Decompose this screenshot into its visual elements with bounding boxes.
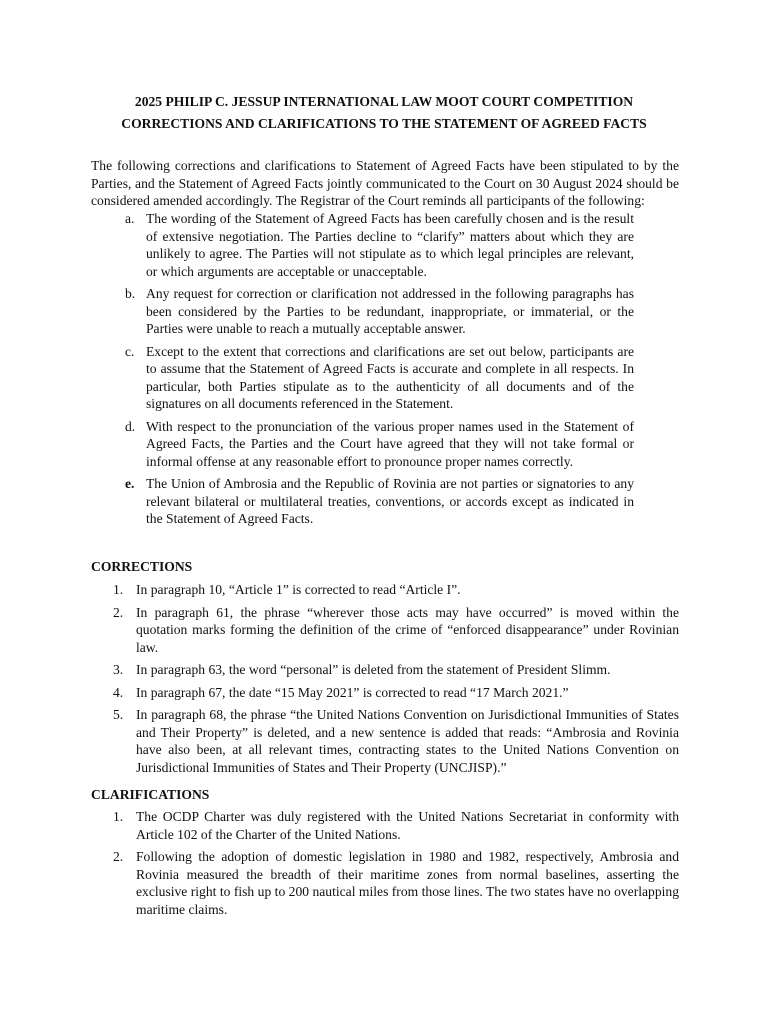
list-marker: 1.	[113, 809, 124, 824]
list-marker: 2.	[113, 849, 124, 864]
list-item	[91, 848, 679, 918]
list-item	[91, 604, 679, 657]
list-item-text: The OCDP Charter was duly registered with the United Nations Secretariat in conformity with Article 102 of the Charter of the United Nations.	[136, 809, 679, 842]
list-marker: b.	[125, 286, 136, 301]
list-marker: a.	[125, 211, 135, 226]
list-item-text: In paragraph 67, the date “15 May 2021” is corrected to read “17 March 2021.”	[136, 684, 569, 700]
corrections-list	[91, 581, 679, 781]
list-item	[91, 475, 634, 528]
list-item	[91, 808, 679, 843]
list-item-text: Except to the extent that corrections and clarifications are set out below, participants are to assume that the Statement of Agreed Facts is accurate and complete in all respects. In particular, both Parties stipulate as to the authenticity of all documents and of the signatures on all documents referenced in the Statement.	[146, 343, 634, 411]
list-item-text: In paragraph 61, the phrase “wherever those acts may have occurred” is moved within the quotation marks forming the definition of the crime of “enforced disappearance” under Rovinian law.	[136, 604, 679, 655]
clarifications-heading: CLARIFICATIONS	[91, 787, 210, 802]
list-item	[91, 343, 634, 413]
list-marker: e.	[125, 476, 135, 491]
list-item-text: Any request for correction or clarification not addressed in the following paragraphs has been considered by the Parties to be redundant, inappropriate, or immaterial, or the Parties were unable to reach a mutually acceptable answer.	[146, 286, 634, 336]
list-item-text: Following the adoption of domestic legislation in 1980 and 1982, respectively, Ambrosia and Rovinia measured the breadth of their maritime zones from normal baselines, asserting the exclusive right to fish up to 200 nautical miles from those lines. The two states have no overlapping maritime claims.	[136, 849, 679, 917]
list-marker: d.	[125, 418, 136, 434]
list-item	[91, 210, 634, 280]
list-item	[91, 581, 679, 599]
title-line-2: CORRECTIONS AND CLARIFICATIONS TO THE STATEMENT OF AGREED FACTS	[121, 116, 647, 131]
list-item-text: The Union of Ambrosia and the Republic of Rovinia are not parties or signatories to any relevant bilateral or multilateral treaties, conventions, or accords except as indicated in the Statement of Agreed Facts.	[146, 476, 634, 526]
list-item-text: In paragraph 68, the phrase “the United Nations Convention on Jurisdictional Immunities of States and Their Property” is deleted, and a new sentence is added that reads: “Ambrosia and Rovinia have also been, at all relevant times, contracting states to the United Nations Convention on Jurisdictional Immunities of States and Their Property (UNCJISP).”	[136, 707, 679, 775]
list-marker: 1.	[113, 582, 124, 597]
corrections-heading: CORRECTIONS	[91, 559, 193, 574]
list-item-text: In paragraph 63, the word “personal” is deleted from the statement of President Slimm.	[136, 662, 611, 677]
list-item	[91, 684, 679, 702]
list-marker: 2.	[113, 604, 124, 620]
list-item	[91, 661, 679, 679]
list-item	[91, 285, 634, 338]
clarifications-list	[91, 808, 679, 923]
document-title	[0, 91, 768, 135]
list-marker: 5.	[113, 707, 124, 722]
list-item-text: With respect to the pronunciation of the various proper names used in the Statement of Agreed Facts, the Parties and the Court have agreed that they will not take formal or informal offense at any reasonable effort to pronounce proper names correctly.	[146, 418, 634, 469]
reminders-list	[91, 210, 679, 533]
list-item-text: In paragraph 10, “Article 1” is corrected to read “Article I”.	[136, 582, 461, 597]
title-line-1: 2025 PHILIP C. JESSUP INTERNATIONAL LAW MOOT COURT COMPETITION	[134, 94, 634, 109]
list-item	[91, 706, 679, 776]
list-marker: 4.	[113, 684, 124, 700]
list-marker: c.	[125, 343, 135, 359]
intro-paragraph: The following corrections and clarifications to Statement of Agreed Facts have been stipulated to by the Parties, and the Statement of Agreed Facts jointly communicated to the Court on 30 August 2024 should be considered amended accordingly. The Registrar of the Court reminds all participants of the following:	[91, 158, 679, 208]
list-item	[91, 418, 634, 471]
list-item-text: The wording of the Statement of Agreed Facts has been carefully chosen and is the result of extensive negotiation. The Parties decline to “clarify” matters about which they are unlikely to agree. The Parties will not stipulate as to which legal principles are relevant, or which arguments are acceptable or unacceptable.	[146, 211, 634, 279]
list-marker: 3.	[113, 662, 124, 677]
